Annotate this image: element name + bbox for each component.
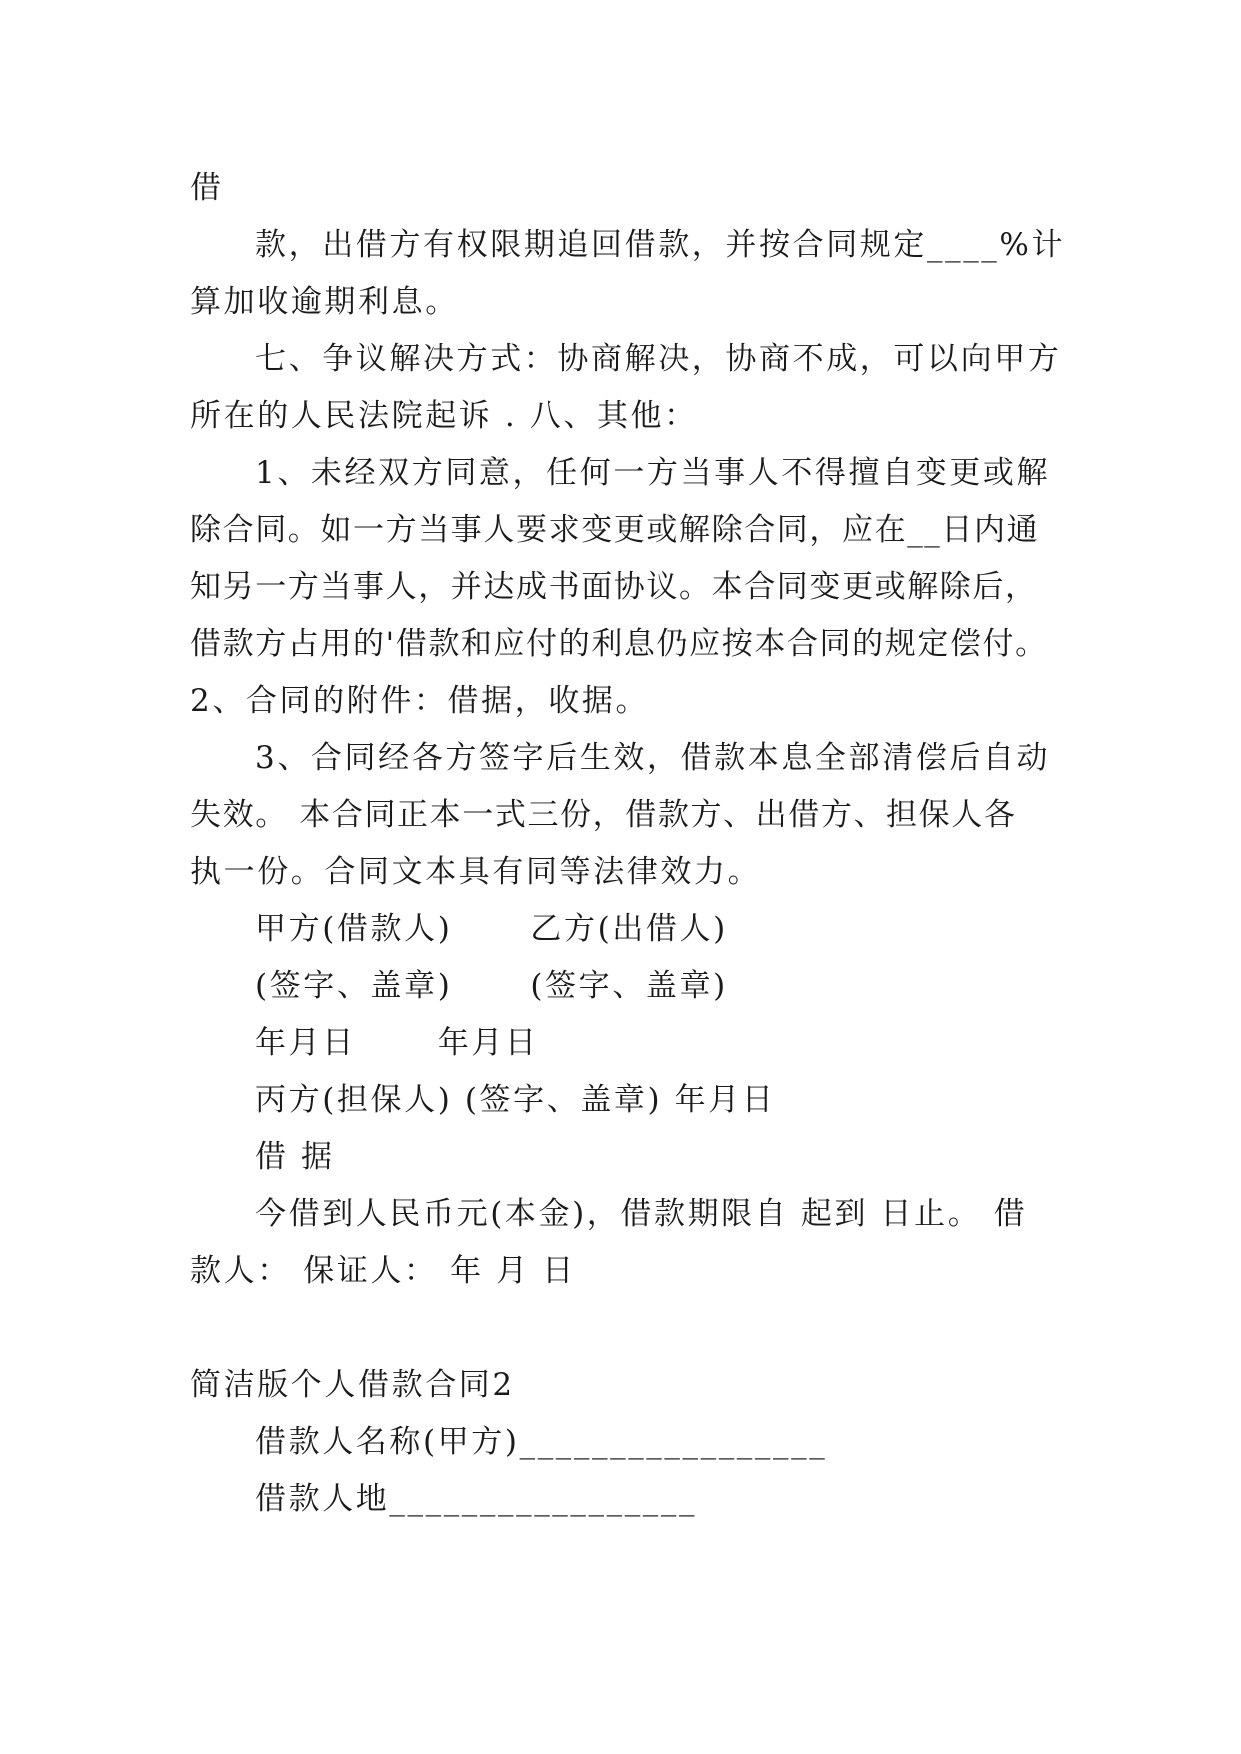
receipt-heading: 借 据: [255, 1139, 335, 1175]
sign-b-label: (签字、盖章): [530, 968, 728, 1004]
date-a-label: 年月日: [255, 1025, 356, 1061]
text-line: 借款方占用的'借款和应付的利息仍应按本合同的规定偿付。: [190, 626, 1048, 662]
text-line: 3、合同经各方签字后生效，借款本息全部清偿后自动: [255, 740, 1051, 776]
signature-row-parties: [255, 909, 1070, 949]
text-line: 今借到人民币元(本金)，借款期限自 起到 日止。 借: [255, 1196, 1028, 1232]
text-line: 除合同。如一方当事人要求变更或解除合同，应在__日内通: [190, 512, 1040, 548]
text-line: 知另一方当事人，并达成书面协议。本合同变更或解除后，: [190, 569, 1038, 605]
text-line: 七、争议解决方式：协商解决，协商不成，可以向甲方: [255, 341, 1062, 377]
text-line: 款人： 保证人： 年 月 日: [190, 1253, 576, 1289]
party-a-label: 甲方(借款人): [255, 911, 453, 947]
section-title: 简洁版个人借款合同2: [190, 1367, 515, 1403]
text-line: 所在的人民法院起诉 . 八、其他：: [190, 398, 698, 434]
date-b-label: 年月日: [437, 1025, 539, 1061]
text-line: 款，出借方有权限期追回借款，并按合同规定____%计: [255, 227, 1066, 263]
text-line: 失效。 本合同正本一式三份，借款方、出借方、担保人各: [190, 797, 1017, 833]
signature-row-date: [255, 1023, 1070, 1063]
signature-row-sign: [255, 966, 1070, 1006]
text-line: 1、未经双方同意，任何一方当事人不得擅自变更或解: [255, 455, 1051, 491]
text-line: 借: [190, 170, 224, 206]
text-line: 借款人名称(甲方)_________________: [255, 1424, 828, 1460]
text-line: 丙方(担保人) (签字、盖章) 年月日: [255, 1082, 776, 1118]
party-b-label: 乙方(出借人): [530, 911, 728, 947]
text-line: 执一份。合同文本具有同等法律效力。: [190, 854, 762, 890]
text-line: 借款人地_________________: [255, 1481, 698, 1517]
text-line: 2、合同的附件：借据，收据。: [190, 683, 650, 719]
text-line: 算加收逾期利息。: [190, 284, 459, 320]
sign-a-label: (签字、盖章): [255, 968, 453, 1004]
